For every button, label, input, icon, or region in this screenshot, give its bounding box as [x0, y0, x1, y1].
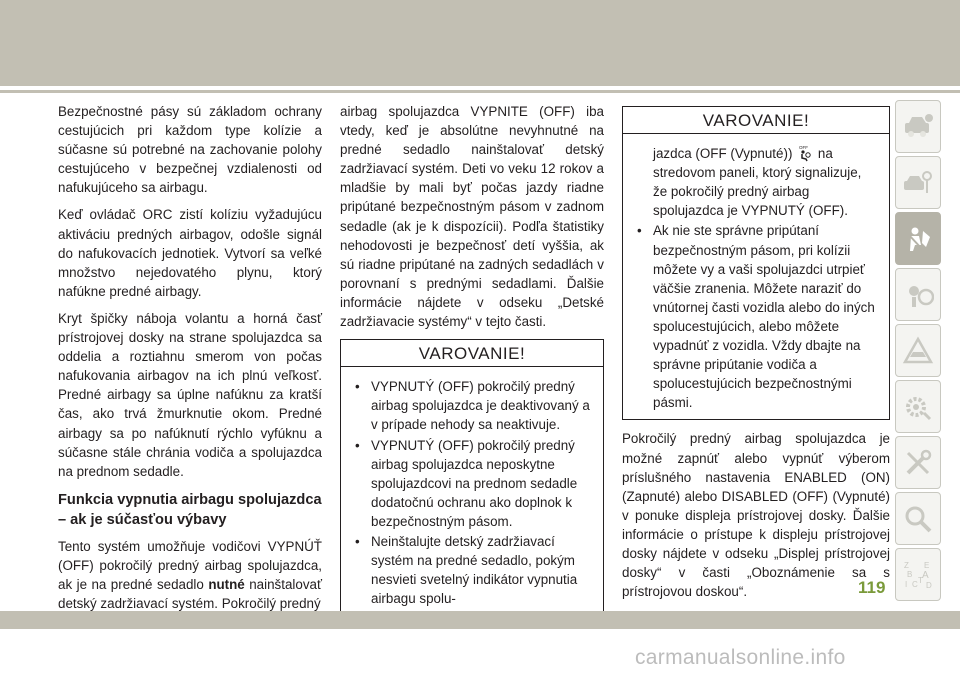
watermark: carmanualsonline.info [635, 646, 846, 669]
warning-item: • VYPNUTÝ (OFF) pokročilý predný airbag spolujazdca je deaktivovaný a v prípade nehody sa neaktivuje. [351, 377, 593, 434]
header-rule [0, 90, 960, 93]
tab-maintenance[interactable] [895, 380, 941, 433]
paragraph: airbag spolujazdca VYPNITE (OFF) iba vtedy, keď je absolútne nevyhnutné na predné sedadlo nainštalovať detský zadržiavací systém. Deti vo veku 12 rokov a mladšie by mali byť počas jazdy riadne pripútané bezpečnostným pásom v zadnom sedadle (ak je k dispozícii). Podľa štatistiky nehodovosti je bezpečnosť detí vyššia, ak sú riadne pripútané na zadných sedadlách v porovnaní s prednými sedadlami. Ďalšie informácie nájdete v odseku „Detské zadržiavacie systémy“ v tejto časti. [340, 104, 604, 330]
car-info-icon [902, 111, 934, 143]
footer-band [0, 611, 960, 629]
tab-car-keys[interactable] [895, 156, 941, 209]
warning-text: jazdca (OFF (Vypnuté)) [653, 146, 793, 162]
chapter-tabs [895, 100, 943, 604]
page-number: 119 [858, 578, 886, 597]
index-letters-icon [902, 559, 934, 591]
paragraph: Kryt špičky náboja volantu a horná časť prístrojovej dosky na strane spolujazdca sa oddelia a roztiahnu smerom von počas nafukovania airbagov na ich plnú veľkosť. Predné airbagy sa úplne nafúknu za kratší čas, ako trvá žmurknutie okom. Predné airbagy sa po nafúknutí rýchlo vyfúknu a súčasne stále chránia vodiča a spolujazdca na prednom sedadle. [58, 310, 322, 479]
tab-search[interactable] [895, 492, 941, 545]
index-letter: B [907, 569, 913, 579]
index-letter: I [905, 579, 908, 589]
tools-icon [902, 447, 934, 479]
column-1 [58, 102, 322, 621]
warning-item: • Ak nie ste správne pripútaní bezpečnostným pásom, pri kolízii môžete vy a vaši spolujazdci utrpieť väčšie zranenia. Môžete naraziť do vnútornej časti vozidla alebo do iných spolucestujúcich, alebo môžete vypadnúť z vozidla. Vždy dbajte na správne pripútanie vodiča a spolucestujúcich bezpečnostnými pásmi. [633, 221, 879, 412]
paragraph: Pokročilý predný airbag spolujazdca je možné zapnúť alebo vypnúť výberom príslušného nastavenia ENABLED (ON) (Zapnuté) alebo DISABLED (OFF) (Vypnuté) v ponuke displeja prístrojovej dosky. Ďalšie informácie o prístupe k displeju prístrojovej dosky nájdete v odseku „Displej prístrojovej dosky“ v časti „Oboznámenie sa s prístrojovou doskou“. [622, 431, 890, 600]
bold-word: nutné [208, 576, 245, 592]
header-band [0, 0, 960, 86]
tab-tools[interactable] [895, 436, 941, 489]
column-2 [340, 102, 604, 616]
warning-body [341, 367, 603, 615]
index-letter: A [922, 569, 929, 581]
tab-starting-operating[interactable] [895, 268, 941, 321]
airbag-icon-label: OFF [799, 145, 809, 151]
maintenance-gear-icon [902, 391, 934, 423]
tab-safety[interactable] [895, 212, 941, 265]
warning-title: VAROVANIE! [623, 107, 889, 134]
index-letter: E [924, 560, 930, 570]
warning-title: VAROVANIE! [341, 340, 603, 367]
index-letter: T [918, 575, 923, 585]
warning-box [622, 106, 890, 420]
warning-item: • VYPNUTÝ (OFF) pokročilý predný airbag spolujazdca neposkytne spolujazdcovi na prednom sedadle dodatočnú ochranu ako doplnok k bezpečnostným pásom. [351, 436, 593, 531]
passenger-airbag-off-icon [798, 144, 812, 162]
warning-item-continued [633, 144, 879, 220]
starting-operating-icon [902, 279, 934, 311]
index-letter: C [912, 579, 918, 589]
paragraph-text: nainštalovať detský zadržiavací systém. Pokročilý predný [58, 576, 322, 612]
warning-triangle-icon [902, 335, 934, 367]
warning-item: • Neinštalujte detský zadržiavací systém na predné sedadlo, pokým nesvieti svetelný indikátor vypnutia airbagu spolu- [351, 532, 593, 608]
index-letter: D [926, 580, 932, 590]
magnifier-icon [902, 503, 934, 535]
warning-text: na stredovom paneli, ktorý signalizuje, že pokročilý predný airbag spolujazdca je VYPNUTÝ (OFF). [653, 146, 862, 219]
car-keys-icon [902, 167, 934, 199]
section-heading: Funkcia vypnutia airbagu spolujazdca – ak je súčasťou výbavy [58, 491, 322, 528]
paragraph: Bezpečnostné pásy sú základom ochrany cestujúcich pri každom type kolízie a súčasne sú potrebné na zachovanie polohy cestujúceho v bezpečnej vzdialenosti od nafukujúceho sa airbagu. [58, 104, 322, 196]
warning-box [340, 339, 604, 616]
warning-list [633, 144, 879, 412]
paragraph: Keď ovládač ORC zistí kolíziu vyžadujúcu aktiváciu predných airbagov, odošle signál do nafukovacích jednotiek. Vytvorí sa veľké množstvo nejedovatého plynu, ktorý nafúkne predné airbagy. [58, 207, 322, 299]
warning-body [623, 134, 889, 419]
safety-airbag-icon [902, 223, 934, 255]
tab-index[interactable] [895, 548, 941, 601]
paragraph-text: Tento systém umožňuje vodičovi VYPNÚŤ (OFF) pokročilý predný airbag spolujazdca, ak je na predné sedadlo [58, 538, 322, 592]
tab-car-info[interactable] [895, 100, 941, 153]
warning-list [351, 377, 593, 608]
paragraph [58, 537, 322, 613]
index-letter: Z [904, 560, 909, 570]
column-3 [622, 106, 890, 609]
tab-emergency[interactable] [895, 324, 941, 377]
